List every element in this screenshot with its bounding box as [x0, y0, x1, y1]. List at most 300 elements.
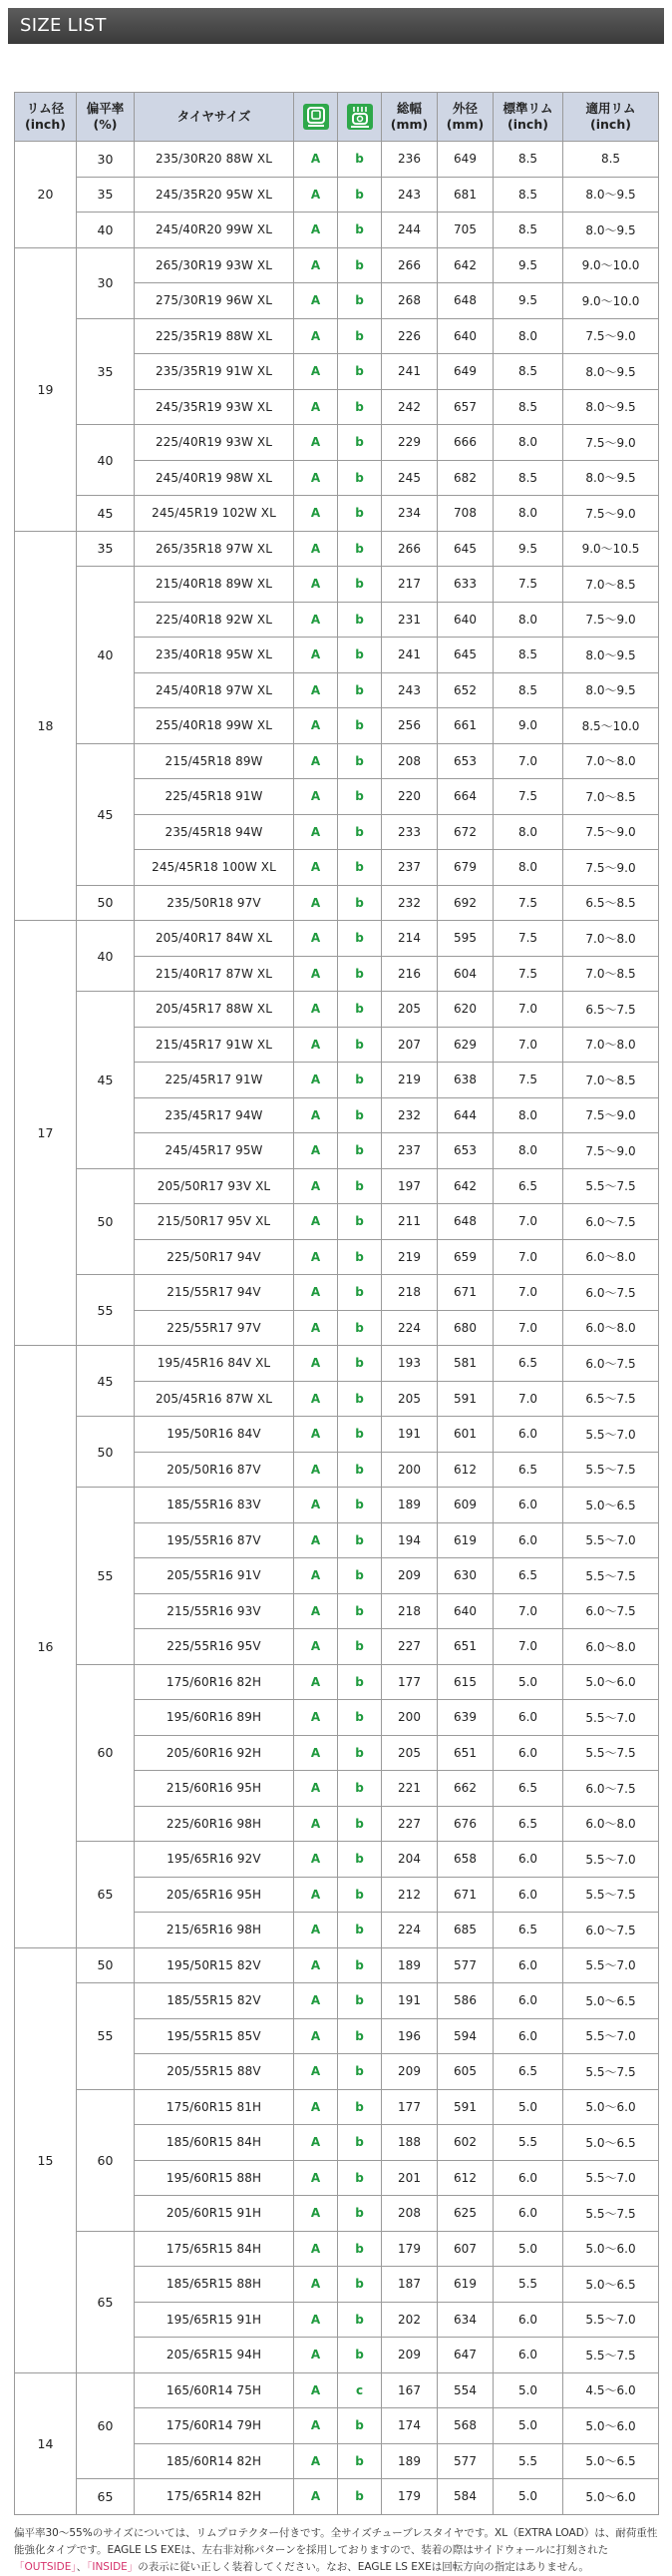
standard-rim-cell: 5.0 — [494, 1664, 563, 1700]
header-size: タイヤサイズ — [135, 93, 294, 142]
standard-rim-cell: 7.0 — [494, 1381, 563, 1417]
standard-rim-cell: 6.0 — [494, 1700, 563, 1736]
section-width-cell: 196 — [382, 2018, 438, 2054]
footnote-outside: 「OUTSIDE」 — [14, 2560, 77, 2573]
wet-grip-grade-cell: b — [338, 1700, 382, 1736]
tire-size-cell: 235/50R18 97V — [135, 885, 294, 921]
wet-grip-grade-cell: b — [338, 1558, 382, 1594]
applicable-rim-cell: 6.0〜7.5 — [563, 1593, 659, 1629]
tire-size-cell: 215/45R18 89W — [135, 743, 294, 779]
aspect-ratio-cell: 30 — [77, 142, 135, 178]
standard-rim-cell: 9.5 — [494, 283, 563, 319]
rolling-resistance-grade-cell: A — [294, 142, 338, 178]
applicable-rim-cell: 8.0〜9.5 — [563, 177, 659, 213]
rolling-resistance-grade-cell: A — [294, 1913, 338, 1948]
outer-diameter-cell: 620 — [438, 992, 494, 1028]
outer-diameter-cell: 568 — [438, 2408, 494, 2444]
standard-rim-cell: 7.5 — [494, 956, 563, 992]
standard-rim-cell: 8.0 — [494, 496, 563, 532]
applicable-rim-cell: 5.5〜7.5 — [563, 2196, 659, 2232]
size-table-wrapper — [14, 92, 658, 2515]
section-width-cell: 219 — [382, 1063, 438, 1098]
header-aspect: 偏平率 (%) — [77, 93, 135, 142]
applicable-rim-cell: 7.5〜9.0 — [563, 318, 659, 354]
outer-diameter-cell: 586 — [438, 1983, 494, 2019]
outer-diameter-cell: 609 — [438, 1488, 494, 1523]
section-width-cell: 241 — [382, 638, 438, 673]
standard-rim-cell: 7.5 — [494, 885, 563, 921]
section-width-cell: 191 — [382, 1417, 438, 1453]
aspect-ratio-cell: 35 — [77, 318, 135, 425]
rolling-resistance-grade-cell: A — [294, 1842, 338, 1878]
wet-grip-grade-cell: b — [338, 2302, 382, 2338]
standard-rim-cell: 9.5 — [494, 531, 563, 567]
tire-size-cell: 185/60R15 84H — [135, 2125, 294, 2161]
applicable-rim-cell: 5.5〜7.5 — [563, 1452, 659, 1488]
tire-size-cell: 205/55R16 91V — [135, 1558, 294, 1594]
standard-rim-cell: 8.5 — [494, 177, 563, 213]
header-rolling-resistance — [294, 93, 338, 142]
standard-rim-cell: 6.0 — [494, 1522, 563, 1558]
standard-rim-cell: 7.5 — [494, 779, 563, 815]
applicable-rim-cell: 5.5〜7.5 — [563, 2338, 659, 2373]
section-width-cell: 208 — [382, 2196, 438, 2232]
aspect-ratio-cell: 50 — [77, 1168, 135, 1275]
applicable-rim-cell: 5.0〜6.5 — [563, 1983, 659, 2019]
table-row — [15, 2231, 659, 2267]
outer-diameter-cell: 653 — [438, 1133, 494, 1169]
aspect-ratio-cell: 40 — [77, 213, 135, 248]
rim-diameter-cell: 16 — [15, 1346, 77, 1948]
standard-rim-cell: 7.0 — [494, 1629, 563, 1665]
applicable-rim-cell: 7.0〜8.5 — [563, 779, 659, 815]
outer-diameter-cell: 681 — [438, 177, 494, 213]
section-width-cell: 204 — [382, 1842, 438, 1878]
wet-grip-grade-cell: b — [338, 2479, 382, 2515]
standard-rim-cell: 5.5 — [494, 2267, 563, 2303]
standard-rim-cell: 8.0 — [494, 425, 563, 461]
wet-grip-grade-cell: b — [338, 2231, 382, 2267]
applicable-rim-cell: 5.5〜7.0 — [563, 1417, 659, 1453]
rolling-resistance-grade-cell: A — [294, 1700, 338, 1736]
tire-size-cell: 205/65R15 94H — [135, 2338, 294, 2373]
wet-grip-grade-cell: b — [338, 2054, 382, 2090]
table-row — [15, 885, 659, 921]
section-width-cell: 226 — [382, 318, 438, 354]
wet-grip-grade-cell: b — [338, 1452, 382, 1488]
wet-grip-grade-cell: b — [338, 567, 382, 603]
section-width-cell: 177 — [382, 1664, 438, 1700]
rolling-resistance-grade-cell: A — [294, 425, 338, 461]
rolling-resistance-grade-cell: A — [294, 2089, 338, 2125]
table-row — [15, 1947, 659, 1983]
tire-size-cell: 245/45R19 102W XL — [135, 496, 294, 532]
rolling-resistance-grade-cell: A — [294, 1558, 338, 1594]
table-row — [15, 2089, 659, 2125]
wet-grip-grade-cell: c — [338, 2372, 382, 2408]
section-width-cell: 205 — [382, 992, 438, 1028]
table-row — [15, 992, 659, 1028]
rolling-resistance-grade-cell: A — [294, 2125, 338, 2161]
tire-size-cell: 255/40R18 99W XL — [135, 708, 294, 744]
rolling-resistance-grade-cell: A — [294, 638, 338, 673]
section-width-cell: 233 — [382, 814, 438, 850]
rolling-resistance-grade-cell: A — [294, 213, 338, 248]
wet-grip-grade-cell: b — [338, 2196, 382, 2232]
outer-diameter-cell: 661 — [438, 708, 494, 744]
standard-rim-cell: 8.5 — [494, 638, 563, 673]
tire-size-cell: 205/40R17 84W XL — [135, 921, 294, 957]
wet-grip-grade-cell: b — [338, 1204, 382, 1240]
section-width-cell: 179 — [382, 2479, 438, 2515]
wet-grip-grade-cell: b — [338, 2160, 382, 2196]
applicable-rim-cell: 5.5〜7.5 — [563, 1558, 659, 1594]
wet-grip-grade-cell: b — [338, 1735, 382, 1771]
applicable-rim-cell: 8.0〜9.5 — [563, 460, 659, 496]
outer-diameter-cell: 595 — [438, 921, 494, 957]
wet-grip-grade-cell: b — [338, 2089, 382, 2125]
rim-diameter-cell: 19 — [15, 247, 77, 531]
aspect-ratio-cell: 35 — [77, 531, 135, 567]
applicable-rim-cell: 7.5〜9.0 — [563, 602, 659, 638]
wet-grip-grade-cell: b — [338, 425, 382, 461]
aspect-ratio-cell: 65 — [77, 1842, 135, 1948]
applicable-rim-cell: 5.5〜7.0 — [563, 1947, 659, 1983]
standard-rim-cell: 7.0 — [494, 1310, 563, 1346]
outer-diameter-cell: 604 — [438, 956, 494, 992]
aspect-ratio-cell: 60 — [77, 2089, 135, 2231]
rolling-resistance-grade-cell: A — [294, 354, 338, 390]
standard-rim-cell: 5.0 — [494, 2089, 563, 2125]
applicable-rim-cell: 8.0〜9.5 — [563, 638, 659, 673]
tire-size-cell: 205/45R16 87W XL — [135, 1381, 294, 1417]
rolling-resistance-grade-cell: A — [294, 921, 338, 957]
tire-size-cell: 235/35R19 91W XL — [135, 354, 294, 390]
wet-grip-grade-cell: b — [338, 460, 382, 496]
header-wet-grip — [338, 93, 382, 142]
tire-size-cell: 195/55R16 87V — [135, 1522, 294, 1558]
section-title: SIZE LIST — [8, 8, 664, 44]
outer-diameter-cell: 705 — [438, 213, 494, 248]
section-width-cell: 221 — [382, 1771, 438, 1807]
aspect-ratio-cell: 65 — [77, 2231, 135, 2372]
section-width-cell: 237 — [382, 850, 438, 886]
standard-rim-cell: 6.0 — [494, 1842, 563, 1878]
aspect-ratio-cell: 50 — [77, 885, 135, 921]
standard-rim-cell: 6.5 — [494, 2054, 563, 2090]
applicable-rim-cell: 5.0〜6.0 — [563, 2089, 659, 2125]
outer-diameter-cell: 648 — [438, 1204, 494, 1240]
section-width-cell: 234 — [382, 496, 438, 532]
section-width-cell: 189 — [382, 2443, 438, 2479]
section-width-cell: 214 — [382, 921, 438, 957]
standard-rim-cell: 6.0 — [494, 2196, 563, 2232]
applicable-rim-cell: 5.5〜7.0 — [563, 1522, 659, 1558]
table-row — [15, 425, 659, 461]
wet-grip-grade-cell: b — [338, 2125, 382, 2161]
section-width-cell: 211 — [382, 1204, 438, 1240]
tire-size-cell: 215/40R17 87W XL — [135, 956, 294, 992]
outer-diameter-cell: 645 — [438, 638, 494, 673]
wet-grip-grade-cell: b — [338, 389, 382, 425]
aspect-ratio-cell: 50 — [77, 1947, 135, 1983]
standard-rim-cell: 6.5 — [494, 1452, 563, 1488]
tire-size-cell: 185/60R14 82H — [135, 2443, 294, 2479]
outer-diameter-cell: 619 — [438, 1522, 494, 1558]
rolling-resistance-grade-cell: A — [294, 956, 338, 992]
wet-grip-grade-cell: b — [338, 1877, 382, 1913]
applicable-rim-cell: 5.5〜7.5 — [563, 1877, 659, 1913]
rolling-resistance-grade-cell: A — [294, 460, 338, 496]
rolling-resistance-grade-cell: A — [294, 1983, 338, 2019]
section-width-cell: 243 — [382, 177, 438, 213]
rolling-resistance-grade-cell: A — [294, 814, 338, 850]
applicable-rim-cell: 6.0〜8.0 — [563, 1629, 659, 1665]
section-width-cell: 244 — [382, 213, 438, 248]
section-width-cell: 200 — [382, 1452, 438, 1488]
wet-grip-grade-cell: b — [338, 1097, 382, 1133]
applicable-rim-cell: 7.0〜8.0 — [563, 1027, 659, 1063]
section-width-cell: 212 — [382, 1877, 438, 1913]
outer-diameter-cell: 664 — [438, 779, 494, 815]
tire-size-cell: 215/55R17 94V — [135, 1275, 294, 1311]
section-width-cell: 241 — [382, 354, 438, 390]
section-width-cell: 227 — [382, 1806, 438, 1842]
outer-diameter-cell: 639 — [438, 1700, 494, 1736]
applicable-rim-cell: 7.5〜9.0 — [563, 814, 659, 850]
tire-size-cell: 205/60R16 92H — [135, 1735, 294, 1771]
section-width-cell: 256 — [382, 708, 438, 744]
standard-rim-cell: 8.0 — [494, 1097, 563, 1133]
standard-rim-cell: 7.0 — [494, 1204, 563, 1240]
tire-size-cell: 245/40R19 98W XL — [135, 460, 294, 496]
applicable-rim-cell: 8.5〜10.0 — [563, 708, 659, 744]
tire-size-cell: 195/65R15 91H — [135, 2302, 294, 2338]
section-width-cell: 224 — [382, 1913, 438, 1948]
table-row — [15, 1664, 659, 1700]
applicable-rim-cell: 7.0〜8.5 — [563, 567, 659, 603]
outer-diameter-cell: 584 — [438, 2479, 494, 2515]
aspect-ratio-cell: 30 — [77, 247, 135, 318]
rolling-resistance-grade-cell: A — [294, 2443, 338, 2479]
tire-size-cell: 235/40R18 95W XL — [135, 638, 294, 673]
header-width: 総幅 (mm) — [382, 93, 438, 142]
rolling-resistance-grade-cell: A — [294, 496, 338, 532]
wet-grip-grade-cell: b — [338, 1239, 382, 1275]
wet-grip-grade-cell: b — [338, 779, 382, 815]
section-width-cell: 209 — [382, 2054, 438, 2090]
outer-diameter-cell: 581 — [438, 1346, 494, 1382]
applicable-rim-cell: 5.0〜6.5 — [563, 2125, 659, 2161]
rolling-resistance-grade-cell: A — [294, 850, 338, 886]
wet-grip-grade-cell: b — [338, 992, 382, 1028]
rolling-resistance-grade-cell: A — [294, 1629, 338, 1665]
tire-size-cell: 245/35R20 95W XL — [135, 177, 294, 213]
applicable-rim-cell: 7.5〜9.0 — [563, 496, 659, 532]
rolling-resistance-grade-cell: A — [294, 1133, 338, 1169]
standard-rim-cell: 5.0 — [494, 2231, 563, 2267]
section-width-cell: 201 — [382, 2160, 438, 2196]
outer-diameter-cell: 685 — [438, 1913, 494, 1948]
outer-diameter-cell: 601 — [438, 1417, 494, 1453]
section-width-cell: 207 — [382, 1027, 438, 1063]
rim-diameter-cell: 18 — [15, 531, 77, 921]
wet-grip-grade-cell: b — [338, 708, 382, 744]
tire-size-cell: 175/60R15 81H — [135, 2089, 294, 2125]
wet-grip-grade-cell: b — [338, 1593, 382, 1629]
table-row — [15, 142, 659, 178]
section-width-cell: 232 — [382, 885, 438, 921]
rolling-resistance-grade-cell: A — [294, 247, 338, 283]
tire-size-cell: 245/45R18 100W XL — [135, 850, 294, 886]
wet-grip-grade-cell: b — [338, 602, 382, 638]
outer-diameter-cell: 662 — [438, 1771, 494, 1807]
standard-rim-cell: 8.5 — [494, 460, 563, 496]
standard-rim-cell: 6.5 — [494, 1168, 563, 1204]
table-row — [15, 496, 659, 532]
footnote-inside: 「INSIDE」 — [87, 2560, 139, 2573]
rolling-resistance-icon — [303, 104, 329, 130]
section-width-cell: 219 — [382, 1239, 438, 1275]
tire-size-cell: 205/55R15 88V — [135, 2054, 294, 2090]
standard-rim-cell: 8.5 — [494, 389, 563, 425]
wet-grip-grade-cell: b — [338, 213, 382, 248]
table-row — [15, 921, 659, 957]
wet-grip-grade-cell: b — [338, 354, 382, 390]
standard-rim-cell: 8.5 — [494, 142, 563, 178]
wet-grip-grade-cell: b — [338, 1983, 382, 2019]
section-width-cell: 231 — [382, 602, 438, 638]
outer-diameter-cell: 676 — [438, 1806, 494, 1842]
standard-rim-cell: 5.0 — [494, 2479, 563, 2515]
standard-rim-cell: 6.5 — [494, 1913, 563, 1948]
tire-size-cell: 225/50R17 94V — [135, 1239, 294, 1275]
outer-diameter-cell: 659 — [438, 1239, 494, 1275]
outer-diameter-cell: 682 — [438, 460, 494, 496]
outer-diameter-cell: 607 — [438, 2231, 494, 2267]
table-body — [15, 142, 659, 2515]
standard-rim-cell: 8.5 — [494, 213, 563, 248]
outer-diameter-cell: 633 — [438, 567, 494, 603]
wet-grip-grade-cell: b — [338, 1275, 382, 1311]
section-width-cell: 243 — [382, 672, 438, 708]
tire-size-cell: 215/50R17 95V XL — [135, 1204, 294, 1240]
outer-diameter-cell: 647 — [438, 2338, 494, 2373]
applicable-rim-cell: 5.5〜7.5 — [563, 1735, 659, 1771]
outer-diameter-cell: 680 — [438, 1310, 494, 1346]
rolling-resistance-grade-cell: A — [294, 531, 338, 567]
applicable-rim-cell: 8.0〜9.5 — [563, 354, 659, 390]
rolling-resistance-grade-cell: A — [294, 2160, 338, 2196]
section-width-cell: 266 — [382, 247, 438, 283]
outer-diameter-cell: 629 — [438, 1027, 494, 1063]
rolling-resistance-grade-cell: A — [294, 318, 338, 354]
applicable-rim-cell: 6.5〜7.5 — [563, 1381, 659, 1417]
section-width-cell: 217 — [382, 567, 438, 603]
applicable-rim-cell: 6.0〜7.5 — [563, 1204, 659, 1240]
wet-grip-grade-cell: b — [338, 1806, 382, 1842]
wet-grip-grade-cell: b — [338, 1168, 382, 1204]
tire-size-cell: 195/60R16 89H — [135, 1700, 294, 1736]
outer-diameter-cell: 645 — [438, 531, 494, 567]
standard-rim-cell: 7.0 — [494, 1593, 563, 1629]
wet-grip-grade-cell: b — [338, 177, 382, 213]
rolling-resistance-grade-cell: A — [294, 1488, 338, 1523]
table-row — [15, 1842, 659, 1878]
wet-grip-grade-cell: b — [338, 1629, 382, 1665]
applicable-rim-cell: 5.5〜7.5 — [563, 2054, 659, 2090]
applicable-rim-cell: 6.0〜7.5 — [563, 1771, 659, 1807]
standard-rim-cell: 5.0 — [494, 2408, 563, 2444]
tire-size-cell: 235/45R18 94W — [135, 814, 294, 850]
standard-rim-cell: 6.5 — [494, 1558, 563, 1594]
wet-grip-grade-cell: b — [338, 318, 382, 354]
wet-grip-grade-cell: b — [338, 850, 382, 886]
standard-rim-cell: 7.0 — [494, 743, 563, 779]
rolling-resistance-grade-cell: A — [294, 2408, 338, 2444]
rolling-resistance-grade-cell: A — [294, 2267, 338, 2303]
wet-grip-grade-cell: b — [338, 1488, 382, 1523]
section-width-cell: 188 — [382, 2125, 438, 2161]
standard-rim-cell: 6.0 — [494, 2160, 563, 2196]
tire-size-cell: 175/65R14 82H — [135, 2479, 294, 2515]
wet-grip-grade-cell: b — [338, 814, 382, 850]
aspect-ratio-cell: 55 — [77, 1488, 135, 1665]
standard-rim-cell: 6.0 — [494, 1488, 563, 1523]
tire-size-cell: 205/60R15 91H — [135, 2196, 294, 2232]
tire-size-cell: 205/50R17 93V XL — [135, 1168, 294, 1204]
table-row — [15, 531, 659, 567]
wet-grip-grade-cell: b — [338, 531, 382, 567]
applicable-rim-cell: 5.5〜7.0 — [563, 2018, 659, 2054]
rolling-resistance-grade-cell: A — [294, 1063, 338, 1098]
section-width-cell: 216 — [382, 956, 438, 992]
standard-rim-cell: 7.0 — [494, 1027, 563, 1063]
wet-grip-grade-cell: b — [338, 2267, 382, 2303]
table-row — [15, 1346, 659, 1382]
standard-rim-cell: 7.0 — [494, 1275, 563, 1311]
standard-rim-cell: 7.5 — [494, 567, 563, 603]
tire-size-cell: 245/45R17 95W — [135, 1133, 294, 1169]
table-row — [15, 318, 659, 354]
applicable-rim-cell: 8.0〜9.5 — [563, 213, 659, 248]
wet-grip-icon — [347, 104, 373, 130]
outer-diameter-cell: 651 — [438, 1735, 494, 1771]
rolling-resistance-grade-cell: A — [294, 2479, 338, 2515]
outer-diameter-cell: 577 — [438, 1947, 494, 1983]
tire-size-cell: 275/30R19 96W XL — [135, 283, 294, 319]
outer-diameter-cell: 591 — [438, 2089, 494, 2125]
wet-grip-grade-cell: b — [338, 1947, 382, 1983]
table-row — [15, 1275, 659, 1311]
section-width-cell: 237 — [382, 1133, 438, 1169]
applicable-rim-cell: 9.0〜10.0 — [563, 247, 659, 283]
applicable-rim-cell: 9.0〜10.0 — [563, 283, 659, 319]
rim-diameter-cell: 20 — [15, 142, 77, 248]
applicable-rim-cell: 5.0〜6.5 — [563, 1488, 659, 1523]
rolling-resistance-grade-cell: A — [294, 708, 338, 744]
tire-size-cell: 175/60R14 79H — [135, 2408, 294, 2444]
wet-grip-grade-cell: b — [338, 1522, 382, 1558]
outer-diameter-cell: 648 — [438, 283, 494, 319]
standard-rim-cell: 6.0 — [494, 1947, 563, 1983]
outer-diameter-cell: 619 — [438, 2267, 494, 2303]
footnote-text-2: の表示に従い正しく装着してください。なお、EAGLE LS EXEは回転方向の指定はありません。 — [138, 2560, 589, 2573]
applicable-rim-cell: 6.0〜8.0 — [563, 1239, 659, 1275]
section-width-cell: 205 — [382, 1381, 438, 1417]
applicable-rim-cell: 5.0〜6.5 — [563, 2267, 659, 2303]
outer-diameter-cell: 554 — [438, 2372, 494, 2408]
